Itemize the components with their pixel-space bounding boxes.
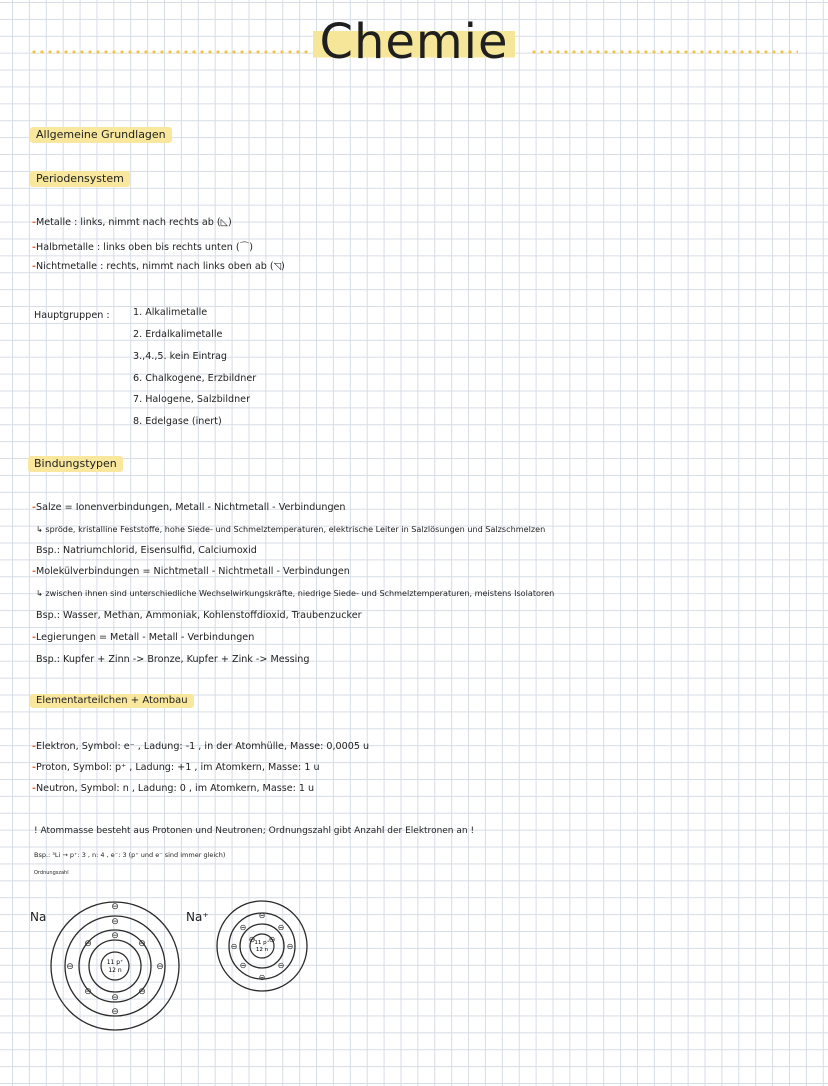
list-item: 8. Edelgase (inert)	[133, 416, 222, 427]
list-item: -Nichtmetalle : rechts, nimmt nach links oben ab (◹)	[32, 261, 285, 272]
list-item: Bsp.: Kupfer + Zinn -> Bronze, Kupfer + Zink -> Messing	[36, 654, 310, 665]
nucleus-neutrons: 12 n	[255, 947, 269, 953]
section-periodensystem: Periodensystem	[30, 172, 130, 185]
electron: ⊖	[138, 987, 146, 997]
electron: ⊖	[138, 939, 146, 949]
list-item: -Salze = Ionenverbindungen, Metall - Nichtmetall - Verbindungen	[32, 502, 346, 513]
electron: ⊖	[111, 993, 119, 1003]
beispiel: Bsp.: ³Li → p⁺: 3 , n: 4 , e⁻: 3 (p⁺ und e⁻ sind immer gleich)	[34, 851, 226, 859]
electron: ⊖	[286, 942, 294, 951]
electron: ⊖	[258, 973, 266, 982]
electron: ⊖	[111, 902, 119, 912]
list-item: Bsp.: Wasser, Methan, Ammoniak, Kohlenstoffdioxid, Traubenzucker	[36, 610, 362, 621]
electron: ⊖	[66, 962, 74, 972]
list-item: 3.,4.,5. kein Eintrag	[133, 351, 228, 362]
list-item: ↳ zwischen ihnen sind unterschiedliche Wechselwirkungskräfte, niedrige Siede- und Schmelztemperaturen, meistens Isolatoren	[36, 588, 555, 598]
hauptgruppen-label: Hauptgruppen :	[34, 310, 110, 321]
electron: ⊖	[111, 1007, 119, 1017]
atom-na-plus-label: Na⁺	[186, 910, 209, 924]
nucleus-protons: 11 p⁺	[106, 959, 124, 966]
list-item: -Legierungen = Metall - Metall - Verbindungen	[32, 632, 255, 643]
list-item: -Halbmetalle : links oben bis rechts unten (⌒)	[32, 242, 253, 253]
ordnungszahl-note: Ordnungszahl	[34, 870, 69, 876]
atom-na-plus-diagram	[212, 898, 312, 998]
list-item: 7. Halogene, Salzbildner	[133, 394, 251, 405]
list-item: -Metalle : links, nimmt nach rechts ab (◺)	[32, 217, 232, 228]
nucleus-protons: 11 p⁺	[254, 940, 270, 946]
electron: ⊖	[84, 939, 92, 949]
section-allgemein: Allgemeine Grundlagen	[30, 128, 172, 141]
electron: ⊖	[277, 923, 285, 932]
electron: ⊖	[230, 942, 238, 951]
electron: ⊖	[258, 911, 266, 920]
electron: ⊖	[111, 917, 119, 927]
page-title: Chemie	[0, 14, 828, 70]
electron: ⊖	[156, 962, 164, 972]
list-item: 6. Chalkogene, Erzbildner	[133, 373, 257, 384]
electron: ⊖	[268, 935, 276, 944]
list-item: -Proton, Symbol: p⁺ , Ladung: +1 , im Atomkern, Masse: 1 u	[32, 762, 320, 773]
list-item: 2. Erdalkalimetalle	[133, 329, 223, 340]
list-item: -Neutron, Symbol: n , Ladung: 0 , im Atomkern, Masse: 1 u	[32, 783, 315, 794]
nucleus-neutrons: 12 n	[108, 967, 122, 974]
electron: ⊖	[248, 935, 256, 944]
electron: ⊖	[277, 961, 285, 970]
atom-na-label: Na	[30, 910, 47, 924]
section-bindungstypen: Bindungstypen	[28, 457, 123, 470]
list-item: ↳ spröde, kristalline Feststoffe, hohe Siede- und Schmelztemperaturen, elektrische Leiter in Salzlösungen und Salzschmelzen	[36, 524, 546, 534]
list-item: -Molekülverbindungen = Nichtmetall - Nichtmetall - Verbindungen	[32, 566, 350, 577]
section-elementarteilchen: Elementarteilchen + Atombau	[30, 695, 194, 706]
electron: ⊖	[111, 931, 119, 941]
list-item: Bsp.: Natriumchlorid, Eisensulfid, Calciumoxid	[36, 545, 257, 556]
hinweis: ! Atommasse besteht aus Protonen und Neutronen; Ordnungszahl gibt Anzahl der Elektronen an !	[34, 826, 475, 836]
list-item: 1. Alkalimetalle	[133, 307, 208, 318]
list-item: -Elektron, Symbol: e⁻ , Ladung: -1 , in der Atomhülle, Masse: 0,0005 u	[32, 741, 370, 752]
electron: ⊖	[84, 987, 92, 997]
atom-na-diagram	[40, 898, 190, 1048]
electron: ⊖	[239, 961, 247, 970]
electron: ⊖	[239, 923, 247, 932]
